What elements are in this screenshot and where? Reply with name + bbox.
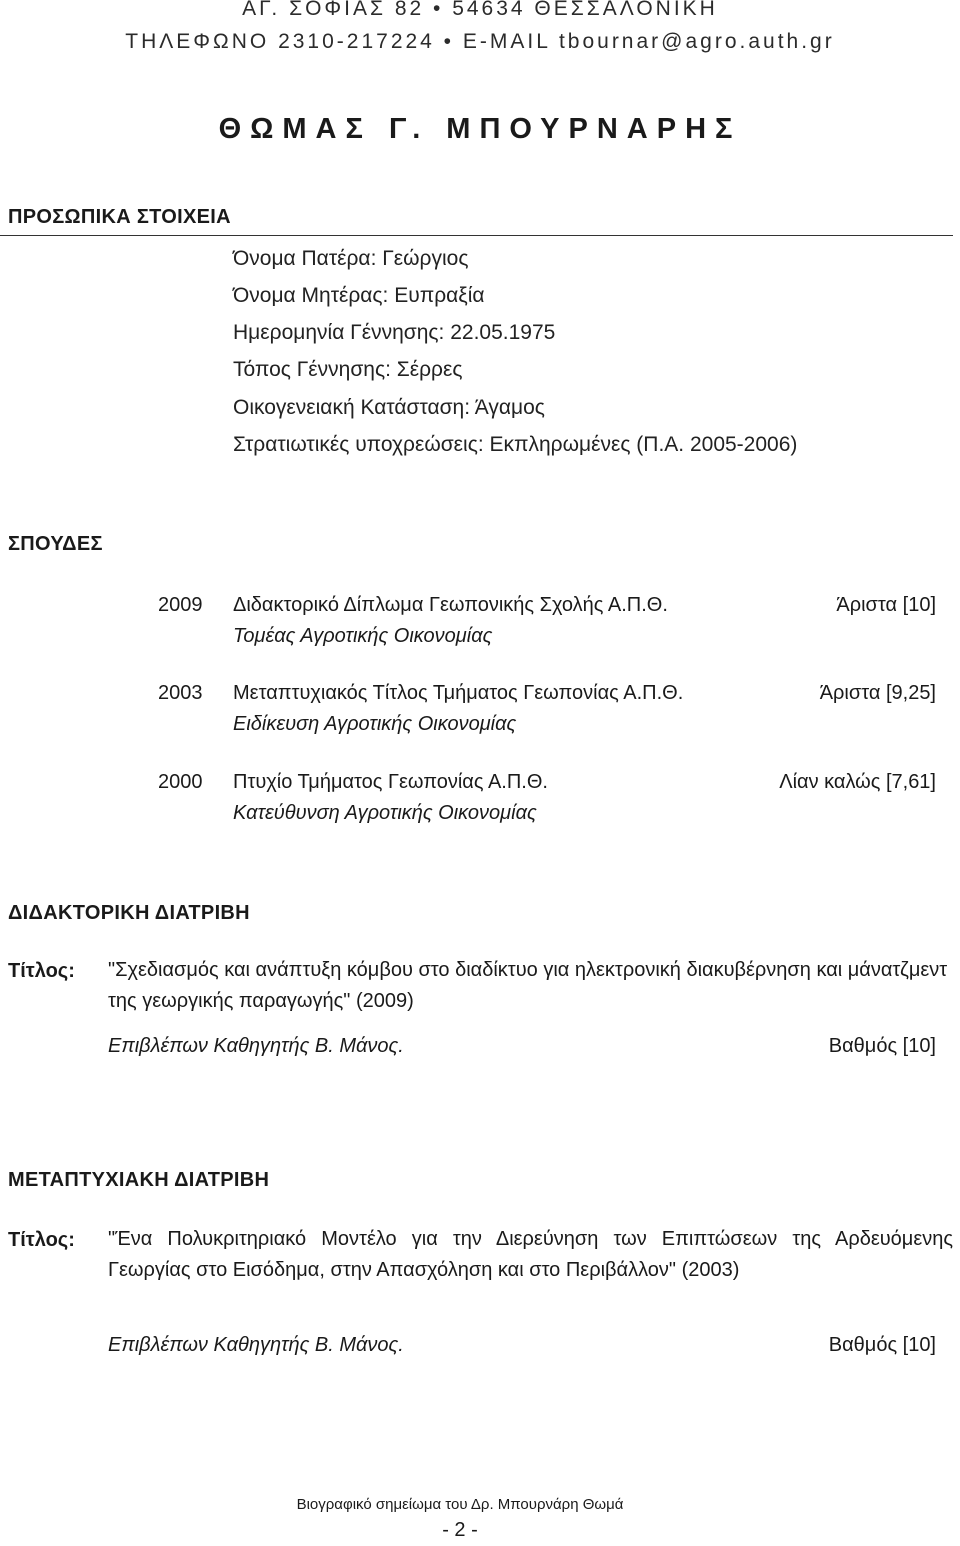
msc-supervisor: Επιβλέπων Καθηγητής Β. Μάνος. xyxy=(108,1334,404,1356)
study-detail: Τομέας Αγροτικής Οικονομίας xyxy=(233,625,493,647)
study-grade: Άριστα [10] xyxy=(836,594,936,616)
study-detail: Κατεύθυνση Αγροτικής Οικονομίας xyxy=(233,802,537,824)
personal-item: Στρατιωτικές υποχρεώσεις: Εκπληρωμένες (Π.Α. 2005-2006) xyxy=(233,433,798,456)
page-number: - 2 - xyxy=(442,1519,478,1541)
header-address: ΑΓ. ΣΟΦΙΑΣ 82 • 54634 ΘΕΣΣΑΛΟΝΙΚΗ xyxy=(242,0,718,20)
header-contact: ΤΗΛΕΦΩΝΟ 2310-217224 • E-MAIL tbournar@agro.auth.gr xyxy=(125,30,835,53)
section-heading-msc: ΜΕΤΑΠΤΥΧΙΑΚΗ ΔΙΑΤΡΙΒΗ xyxy=(8,1169,270,1191)
section-heading-studies: ΣΠΟΥΔΕΣ xyxy=(8,533,103,555)
study-year: 2000 xyxy=(158,771,203,793)
phd-title: "Σχεδιασμός και ανάπτυξη κόμβου στο διαδίκτυο για ηλεκτρονική διακυβέρνηση και μάνατζμεντ της γεωργικής παραγωγής" (2009) xyxy=(108,959,948,1012)
study-degree: Διδακτορικό Δίπλωμα Γεωπονικής Σχολής Α.Π.Θ. xyxy=(233,594,668,616)
section-heading-phd: ΔΙΔΑΚΤΟΡΙΚΗ ΔΙΑΤΡΙΒΗ xyxy=(8,902,250,924)
study-degree: Πτυχίο Τμήματος Γεωπονίας Α.Π.Θ. xyxy=(233,771,548,793)
phd-title-label: Τίτλος: xyxy=(8,960,75,982)
study-year: 2009 xyxy=(158,594,203,616)
study-degree: Μεταπτυχιακός Τίτλος Τμήματος Γεωπονίας Α.Π.Θ. xyxy=(233,682,684,704)
phd-supervisor: Επιβλέπων Καθηγητής Β. Μάνος. xyxy=(108,1035,404,1057)
personal-item: Όνομα Πατέρα: Γεώργιος xyxy=(233,247,469,270)
msc-grade: Βαθμός [10] xyxy=(828,1334,936,1356)
study-year: 2003 xyxy=(158,682,203,704)
personal-item: Τόπος Γέννησης: Σέρρες xyxy=(233,358,463,381)
study-detail: Ειδίκευση Αγροτικής Οικονομίας xyxy=(233,713,517,735)
person-name: ΘΩΜΑΣ Γ. ΜΠΟΥΡΝΑΡΗΣ xyxy=(218,113,742,145)
msc-title: "Ένα Πολυκριτηριακό Μοντέλο για την Διερεύνηση των Επιπτώσεων της Αρδευόμενης Γεωργίας στο Εισόδημα, στην Απασχόληση και στο Περιβάλλον" (2003) xyxy=(108,1228,953,1281)
footer-caption: Βιογραφικό σημείωμα του Δρ. Μπουρνάρη Θωμά xyxy=(296,1496,624,1513)
personal-item: Οικογενειακή Κατάσταση: Άγαμος xyxy=(233,396,545,419)
study-grade: Άριστα [9,25] xyxy=(819,682,936,704)
personal-item: Ημερομηνία Γέννησης: 22.05.1975 xyxy=(233,321,556,344)
section-heading-personal: ΠΡΟΣΩΠΙΚΑ ΣΤΟΙΧΕΙΑ xyxy=(8,206,231,228)
phd-grade: Βαθμός [10] xyxy=(828,1035,936,1057)
section-divider xyxy=(0,235,953,236)
msc-title-label: Τίτλος: xyxy=(8,1229,75,1251)
personal-item: Όνομα Μητέρας: Ευπραξία xyxy=(233,284,485,307)
study-grade: Λίαν καλώς [7,61] xyxy=(779,771,936,793)
